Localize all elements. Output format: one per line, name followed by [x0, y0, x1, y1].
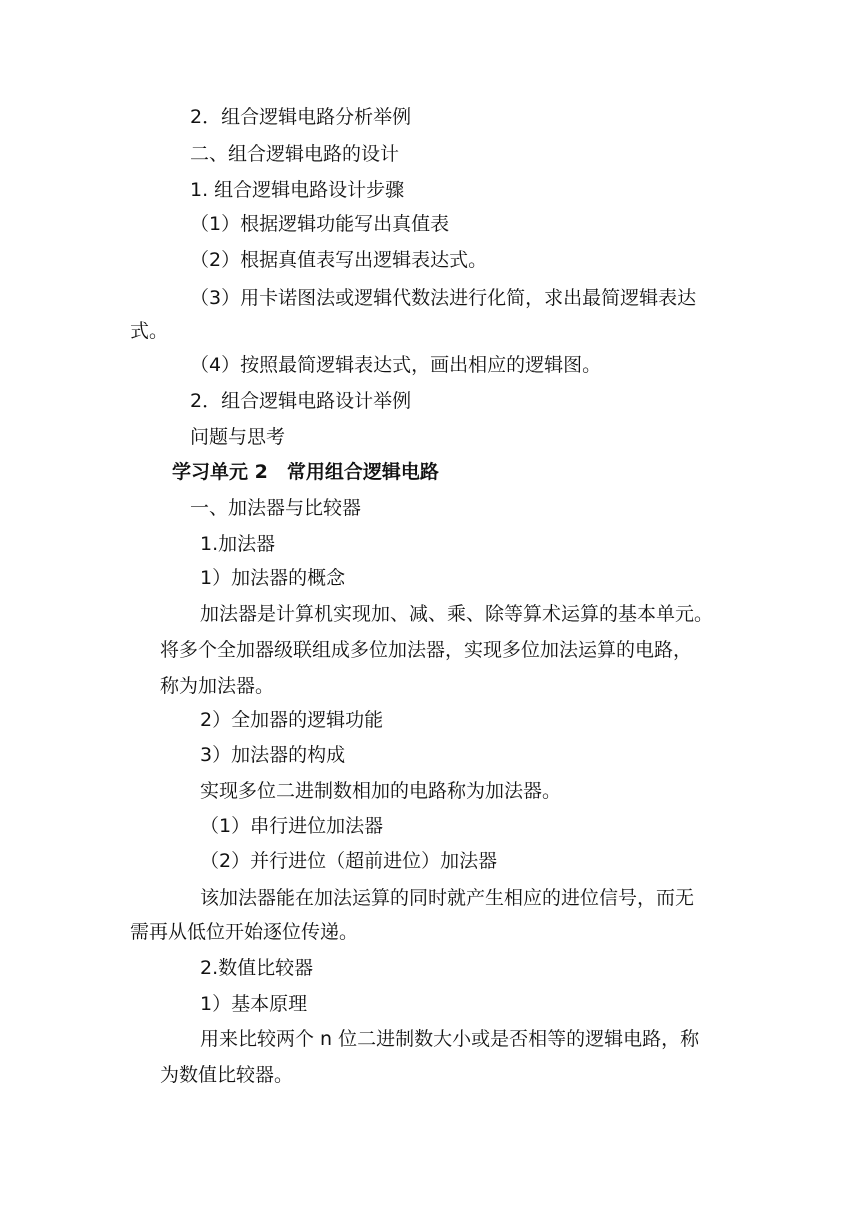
text-line: 该加法器能在加法运算的同时就产生相应的进位信号，而无: [200, 887, 695, 909]
text-line: 称为加法器。: [160, 675, 275, 697]
text-line: （3）用卡诺图法或逻辑代数法进行化简，求出最简逻辑表达: [190, 287, 697, 309]
section-heading: 学习单元 2 常用组合逻辑电路: [172, 461, 439, 483]
text-line: 为数值比较器。: [160, 1064, 294, 1086]
text-line: 1. 组合逻辑电路设计步骤: [190, 179, 405, 201]
text-line: （2）根据真值表写出逻辑表达式。: [190, 249, 488, 271]
text-line: （1）根据逻辑功能写出真值表: [190, 213, 450, 235]
text-line: 需再从低位开始逐位传递。: [130, 921, 359, 943]
text-line: 1）加法器的概念: [200, 567, 346, 589]
text-line: 问题与思考: [190, 426, 286, 448]
text-line: 二、组合逻辑电路的设计: [190, 143, 400, 165]
text-line: 2．组合逻辑电路设计举例: [190, 390, 412, 412]
text-line: 用来比较两个 n 位二进制数大小或是否相等的逻辑电路，称: [200, 1028, 700, 1050]
text-line: 2.数值比较器: [200, 957, 314, 979]
text-line: 加法器是计算机实现加、减、乘、除等算术运算的基本单元。: [200, 603, 714, 625]
text-line: （2）并行进位（超前进位）加法器: [200, 850, 498, 872]
text-line: 将多个全加器级联组成多位加法器，实现多位加法运算的电路，: [160, 639, 693, 661]
text-line: 2）全加器的逻辑功能: [200, 709, 384, 731]
text-line: 3）加法器的构成: [200, 744, 346, 766]
text-line: 2．组合逻辑电路分析举例: [190, 106, 412, 128]
text-line: 一、加法器与比较器: [190, 497, 362, 519]
text-line: （4）按照最简逻辑表达式，画出相应的逻辑图。: [190, 354, 602, 376]
text-line: 1）基本原理: [200, 993, 308, 1015]
text-line: （1）串行进位加法器: [200, 815, 384, 837]
text-line: 式。: [130, 320, 169, 342]
text-line: 实现多位二进制数相加的电路称为加法器。: [200, 780, 562, 802]
text-line: 1.加法器: [200, 533, 276, 555]
